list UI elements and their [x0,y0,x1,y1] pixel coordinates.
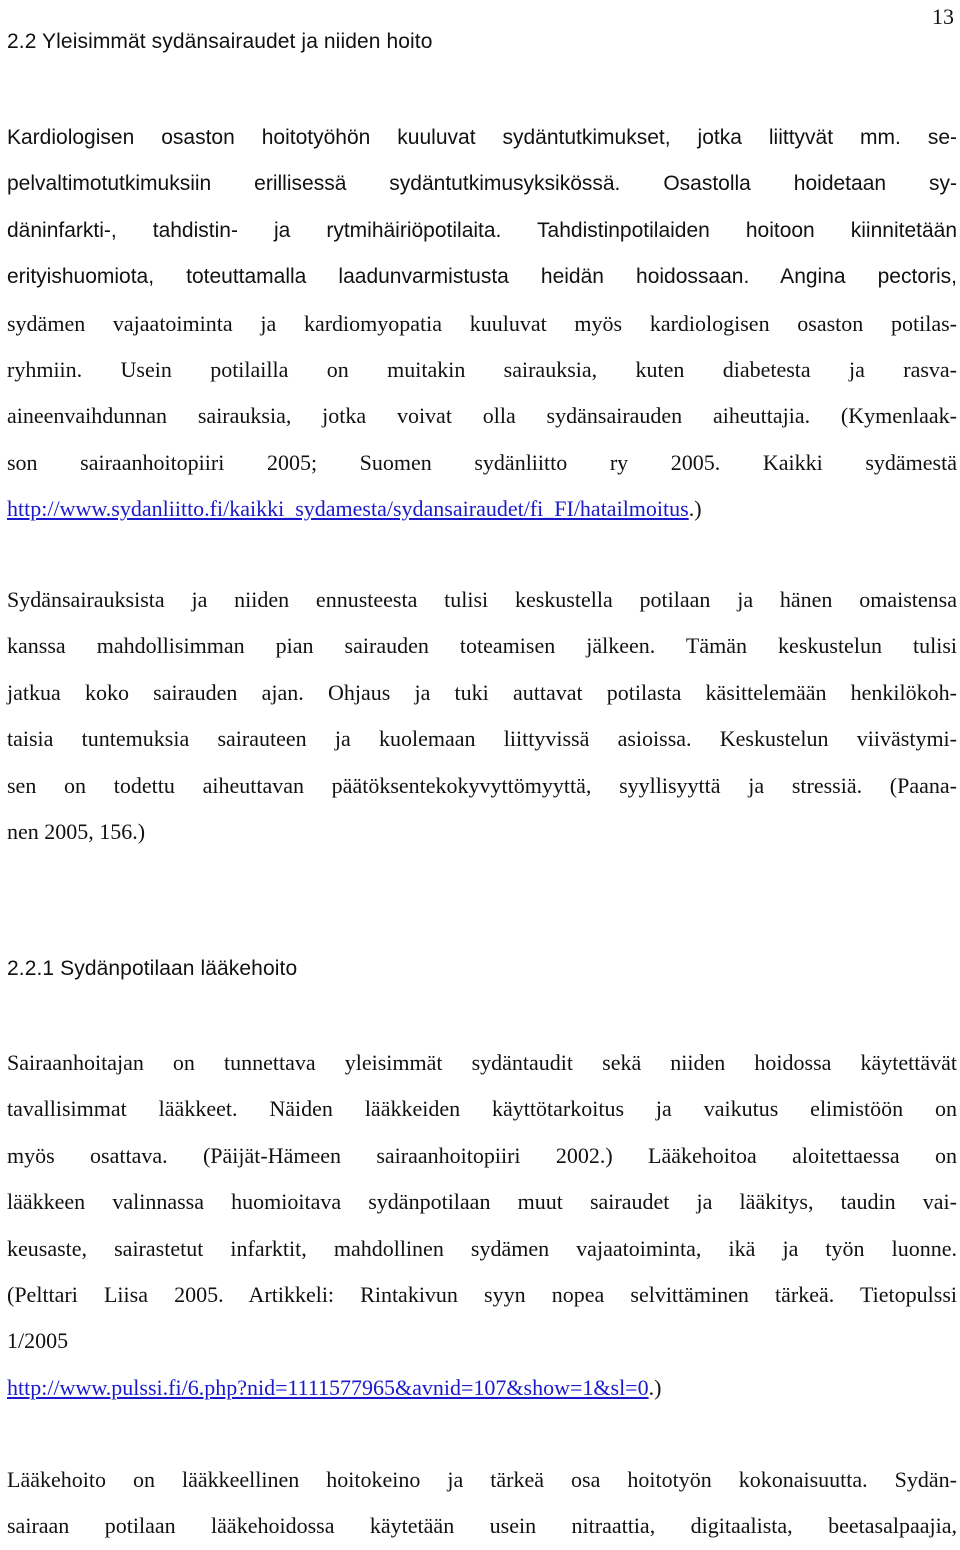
text-line: (Pelttari Liisa 2005. Artikkeli: Rintakivun syyn nopea selvittäminen tärkeä. Tietopulssi [7,1281,957,1307]
text-line: erityishuomiota, toteuttamalla laadunvarmistusta heidän hoidossaan. Angina pectoris, [7,265,957,289]
link-line [7,1365,957,1411]
pulssi-link[interactable]: http://www.pulssi.fi/6.php?nid=1111577965&avnid=107&show=1&sl=0 [7,1374,649,1400]
section-heading: 2.2 Yleisimmät sydänsairaudet ja niiden hoito [7,30,433,53]
text-line: ryhmiin. Usein potilailla on muitakin sairauksia, kuten diabetesta ja rasva- [7,356,957,382]
text-line: keusaste, sairastetut infarktit, mahdollinen sydämen vajaatoiminta, ikä ja työn luonne. [7,1235,957,1261]
text-line: 1/2005 [7,1328,69,1354]
paragraph-discussion [7,577,957,855]
paragraph-medication [7,1040,957,1411]
page-number: 13 [932,4,954,29]
text-line: sydämen vajaatoiminta ja kardiomyopatia kuuluvat myös kardiologisen osaston potilas- [7,310,957,336]
text-line: son sairaanhoitopiiri 2005; Suomen sydänliitto ry 2005. Kaikki sydämestä [7,449,957,475]
link-line [7,486,957,532]
text-line: myös osattava. (Päijät-Hämeen sairaanhoitopiiri 2002.) Lääkehoitoa aloitettaessa on [7,1142,957,1168]
text-line: lääkkeen valinnassa huomioitava sydänpotilaan muut sairaudet ja lääkitys, taudin vai- [7,1189,957,1215]
paragraph-cardiology-ward [7,115,957,533]
link-suffix: .) [648,1374,662,1400]
text-line: taisia tuntemuksia sairauteen ja kuolemaan liittyvissä asioissa. Keskustelun viivästymi- [7,726,957,752]
text-line: Sairaanhoitajan on tunnettava yleisimmät sydäntaudit sekä niiden hoidossa käytettävät [7,1050,957,1075]
sydanliitto-link[interactable]: http://www.sydanliitto.fi/kaikki_sydamesta/sydansairaudet/fi_FI/hatailmoitus [7,496,689,522]
text-line: Sydänsairauksista ja niiden ennusteesta tulisi keskustella potilaan ja hänen omaistensa [7,587,957,612]
text-line: Kardiologisen osaston hoitotyöhön kuuluvat sydäntutkimukset, jotka liittyvät mm. se- [7,126,957,149]
text-line: sairaan potilaan lääkehoidossa käytetään usein nitraattia, digitaalista, beetasalpaajia, [7,1513,957,1539]
text-line: däninfarkti-, tahdistin- ja rytmihäiriöpotilaita. Tahdistinpotilaiden hoitoon kiinnitetään [7,218,957,242]
text-line: sen on todettu aiheuttavan päätöksentekokyvyttömyyttä, syyllisyyttä ja stressiä. (Paana- [7,772,957,798]
link-suffix: .) [688,496,702,522]
text-line: aineenvaihdunnan sairauksia, jotka voivat olla sydänsairauden aiheuttajia. (Kymenlaak- [7,403,957,429]
text-line: jatkua koko sairauden ajan. Ohjaus ja tuki auttavat potilasta käsittelemään henkilökoh- [7,679,957,705]
text-line: kanssa mahdollisimman pian sairauden toteamisen jälkeen. Tämän keskustelun tulisi [7,633,957,659]
text-line: nen 2005, 156.) [7,818,146,844]
subsection-heading: 2.2.1 Sydänpotilaan lääkehoito [7,957,298,980]
paragraph-drug-therapy [7,1457,957,1550]
text-line: Lääkehoito on lääkkeellinen hoitokeino ja tärkeä osa hoitotyön kokonaisuutta. Sydän- [7,1467,957,1492]
text-line: tavallisimmat lääkkeet. Näiden lääkkeiden käyttötarkoitus ja vaikutus elimistöön on [7,1096,957,1122]
text-line: pelvaltimotutkimuksiin erillisessä sydäntutkimusyksikössä. Osastolla hoidetaan sy- [7,172,957,196]
